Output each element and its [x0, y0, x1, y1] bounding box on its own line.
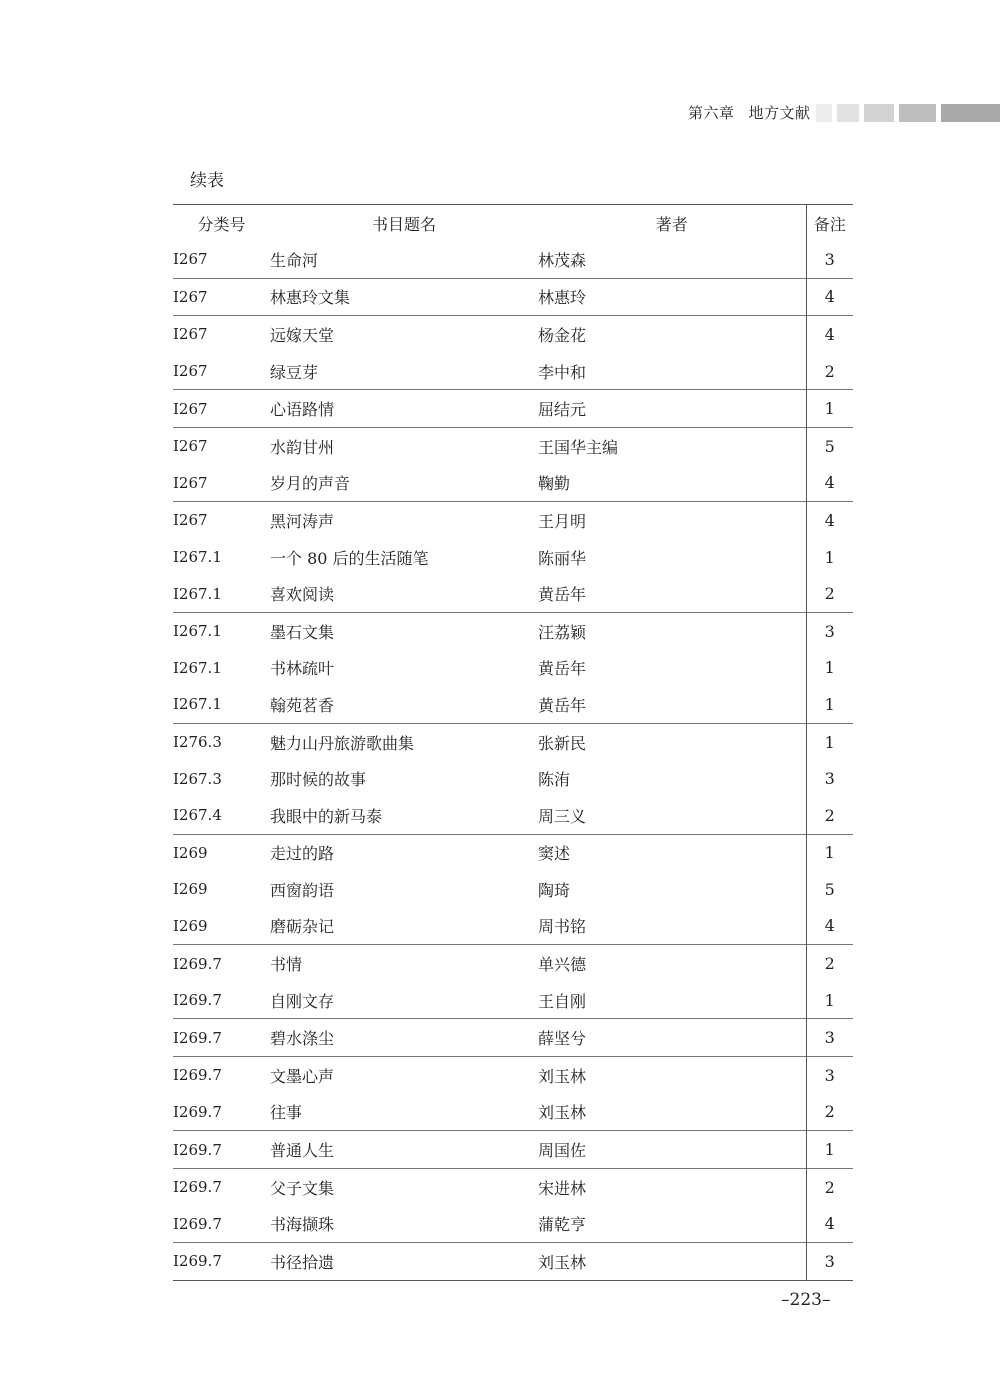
cell-title: 文墨心声 [270, 1057, 538, 1094]
cell-author: 王国华主编 [538, 427, 806, 464]
cell-note: 1 [806, 834, 853, 871]
table-row [173, 1205, 853, 1242]
cell-author: 汪荔颖 [538, 612, 806, 649]
catalog-table [173, 204, 853, 1281]
cell-code: I267 [173, 362, 208, 381]
table-row [173, 390, 853, 428]
cell-author: 宋进林 [538, 1168, 806, 1205]
cell-author: 单兴德 [538, 945, 806, 982]
table-row [173, 650, 853, 687]
cell-title: 魅力山丹旅游歌曲集 [270, 723, 538, 760]
table-row [173, 686, 853, 723]
cell-code: I269.7 [173, 1131, 270, 1169]
table-row [173, 575, 853, 612]
cell-author: 周三义 [538, 806, 587, 826]
table-row [173, 945, 853, 982]
table-row [173, 797, 853, 834]
cell-note: 4 [806, 278, 853, 316]
cell-note: 1 [806, 686, 853, 723]
cell-code: I267.1 [173, 695, 222, 714]
cell-code: I269.7 [173, 945, 270, 982]
cell-author: 鞠勤 [538, 474, 571, 494]
table-row [173, 353, 853, 390]
cell-code: I267 [173, 250, 208, 269]
cell-code: I269 [173, 834, 270, 871]
table-row [173, 316, 853, 353]
cell-note: 3 [806, 612, 853, 649]
cell-title: 黑河涛声 [270, 502, 538, 539]
cell-author: 刘玉林 [538, 1243, 806, 1281]
cell-author: 林茂森 [538, 250, 587, 270]
running-header [0, 102, 1000, 124]
table-row [173, 427, 853, 464]
cell-title: 远嫁天堂 [270, 316, 538, 353]
cell-author: 王自刚 [538, 991, 587, 1011]
header-block [941, 104, 1000, 122]
cell-note: 1 [806, 1131, 853, 1169]
table-header-row [173, 205, 853, 242]
table-row [173, 278, 853, 316]
cell-code: I267 [173, 502, 270, 539]
cell-code: I267 [173, 278, 270, 316]
cell-code: I269.7 [173, 1019, 270, 1057]
cell-note: 3 [806, 1243, 853, 1281]
cell-note: 2 [806, 353, 853, 390]
cell-title: 心语路情 [270, 390, 538, 428]
cell-code: I267.3 [173, 769, 222, 788]
cell-author: 陈丽华 [538, 548, 587, 568]
cell-author: 陶琦 [538, 880, 571, 900]
cell-title: 翰苑茗香 [270, 695, 335, 715]
table-row [173, 465, 853, 502]
header-block [816, 104, 832, 122]
header-block [899, 104, 936, 122]
cell-note: 5 [806, 427, 853, 464]
cell-note: 2 [806, 797, 853, 834]
cell-title: 往事 [270, 1103, 303, 1123]
cell-title: 父子文集 [270, 1168, 538, 1205]
table-row [173, 908, 853, 945]
cell-title: 林惠玲文集 [270, 278, 538, 316]
cell-author: 蒲乾亨 [538, 1215, 587, 1235]
cell-note: 4 [806, 465, 853, 502]
table-row [173, 1243, 853, 1281]
cell-author: 薛坚兮 [538, 1019, 806, 1057]
cell-code: I269.7 [173, 1168, 270, 1205]
cell-code: I269 [173, 880, 208, 899]
cell-title: 生命河 [270, 250, 319, 270]
cell-author: 窦述 [538, 834, 806, 871]
cell-title: 我眼中的新马泰 [270, 806, 383, 826]
table-row [173, 1131, 853, 1169]
table-row [173, 871, 853, 908]
cell-author: 黄岳年 [538, 585, 587, 605]
page-number: –223– [781, 1290, 831, 1310]
cell-title: 书林疏叶 [270, 659, 335, 679]
cell-title: 岁月的声音 [270, 474, 351, 494]
cell-note: 2 [806, 575, 853, 612]
cell-title: 西窗韵语 [270, 880, 335, 900]
cell-title: 自刚文存 [270, 991, 335, 1011]
column-header-title: 书目题名 [270, 205, 538, 242]
cell-note: 3 [806, 1019, 853, 1057]
cell-note: 4 [806, 908, 853, 945]
cell-code: I267 [173, 473, 208, 492]
cell-author: 黄岳年 [538, 659, 587, 679]
cell-author: 周国佐 [538, 1131, 806, 1169]
cell-title: 书情 [270, 945, 538, 982]
cell-author: 黄岳年 [538, 695, 587, 715]
cell-code: I267.1 [173, 584, 222, 603]
cell-code: I269.7 [173, 1243, 270, 1281]
cell-author: 王月明 [538, 502, 806, 539]
cell-note: 1 [806, 982, 853, 1019]
cell-code: I269.7 [173, 991, 222, 1010]
header-block [864, 104, 894, 122]
cell-note: 3 [806, 760, 853, 797]
table-row [173, 612, 853, 649]
table-row [173, 502, 853, 539]
table-body [173, 241, 853, 1280]
cell-author: 陈洧 [538, 770, 571, 790]
cell-note: 1 [806, 723, 853, 760]
cell-title: 墨石文集 [270, 612, 538, 649]
cell-author: 张新民 [538, 723, 806, 760]
chapter-heading [688, 102, 811, 124]
column-header-code: 分类号 [173, 205, 270, 242]
table-row [173, 241, 853, 278]
cell-code: I269.7 [173, 1057, 270, 1094]
cell-title: 书海撷珠 [270, 1215, 335, 1235]
cell-title: 磨砺杂记 [270, 917, 335, 937]
cell-note: 3 [806, 241, 853, 278]
chapter-title: 地方文献 [748, 104, 811, 122]
cell-code: I267.1 [173, 658, 222, 677]
cell-author: 林惠玲 [538, 278, 806, 316]
cell-note: 4 [806, 1205, 853, 1242]
column-header-note: 备注 [806, 205, 853, 242]
cell-code: I267 [173, 390, 270, 428]
cell-title: 那时候的故事 [270, 770, 367, 790]
table-row [173, 1094, 853, 1131]
table-row [173, 1168, 853, 1205]
cell-title: 走过的路 [270, 834, 538, 871]
cell-note: 1 [806, 390, 853, 428]
table-row [173, 982, 853, 1019]
cell-title: 一个 80 后的生活随笔 [270, 548, 429, 568]
cell-title: 水韵甘州 [270, 427, 538, 464]
table-row [173, 834, 853, 871]
cell-code: I269 [173, 916, 208, 935]
chapter-number: 第六章 [688, 104, 735, 122]
cell-note: 1 [806, 650, 853, 687]
cell-note: 4 [806, 502, 853, 539]
table-row [173, 760, 853, 797]
cell-code: I267.1 [173, 612, 270, 649]
cell-code: I267.4 [173, 806, 222, 825]
column-header-author: 著者 [538, 205, 806, 242]
cell-note: 5 [806, 871, 853, 908]
cell-author: 杨金花 [538, 316, 806, 353]
cell-title: 绿豆芽 [270, 362, 319, 382]
table-row [173, 1019, 853, 1057]
cell-title: 碧水涤尘 [270, 1019, 538, 1057]
cell-code: I269.7 [173, 1102, 222, 1121]
cell-note: 4 [806, 316, 853, 353]
cell-note: 1 [806, 539, 853, 576]
cell-author: 李中和 [538, 362, 587, 382]
cell-note: 2 [806, 945, 853, 982]
cell-author: 刘玉林 [538, 1103, 587, 1123]
cell-code: I267 [173, 427, 270, 464]
table-row [173, 723, 853, 760]
cell-code: I267.1 [173, 548, 222, 567]
header-block [837, 104, 859, 122]
cell-title: 喜欢阅读 [270, 585, 335, 605]
cell-title: 普通人生 [270, 1131, 538, 1169]
cell-author: 屈结元 [538, 390, 806, 428]
table-row [173, 539, 853, 576]
cell-code: I276.3 [173, 723, 270, 760]
cell-code: I267 [173, 316, 270, 353]
cell-title: 书径拾遗 [270, 1243, 538, 1281]
cell-author: 刘玉林 [538, 1057, 806, 1094]
table-caption: 续表 [190, 171, 224, 191]
cell-note: 2 [806, 1168, 853, 1205]
cell-note: 3 [806, 1057, 853, 1094]
cell-code: I269.7 [173, 1214, 222, 1233]
table-row [173, 1057, 853, 1094]
cell-note: 2 [806, 1094, 853, 1131]
cell-author: 周书铭 [538, 917, 587, 937]
